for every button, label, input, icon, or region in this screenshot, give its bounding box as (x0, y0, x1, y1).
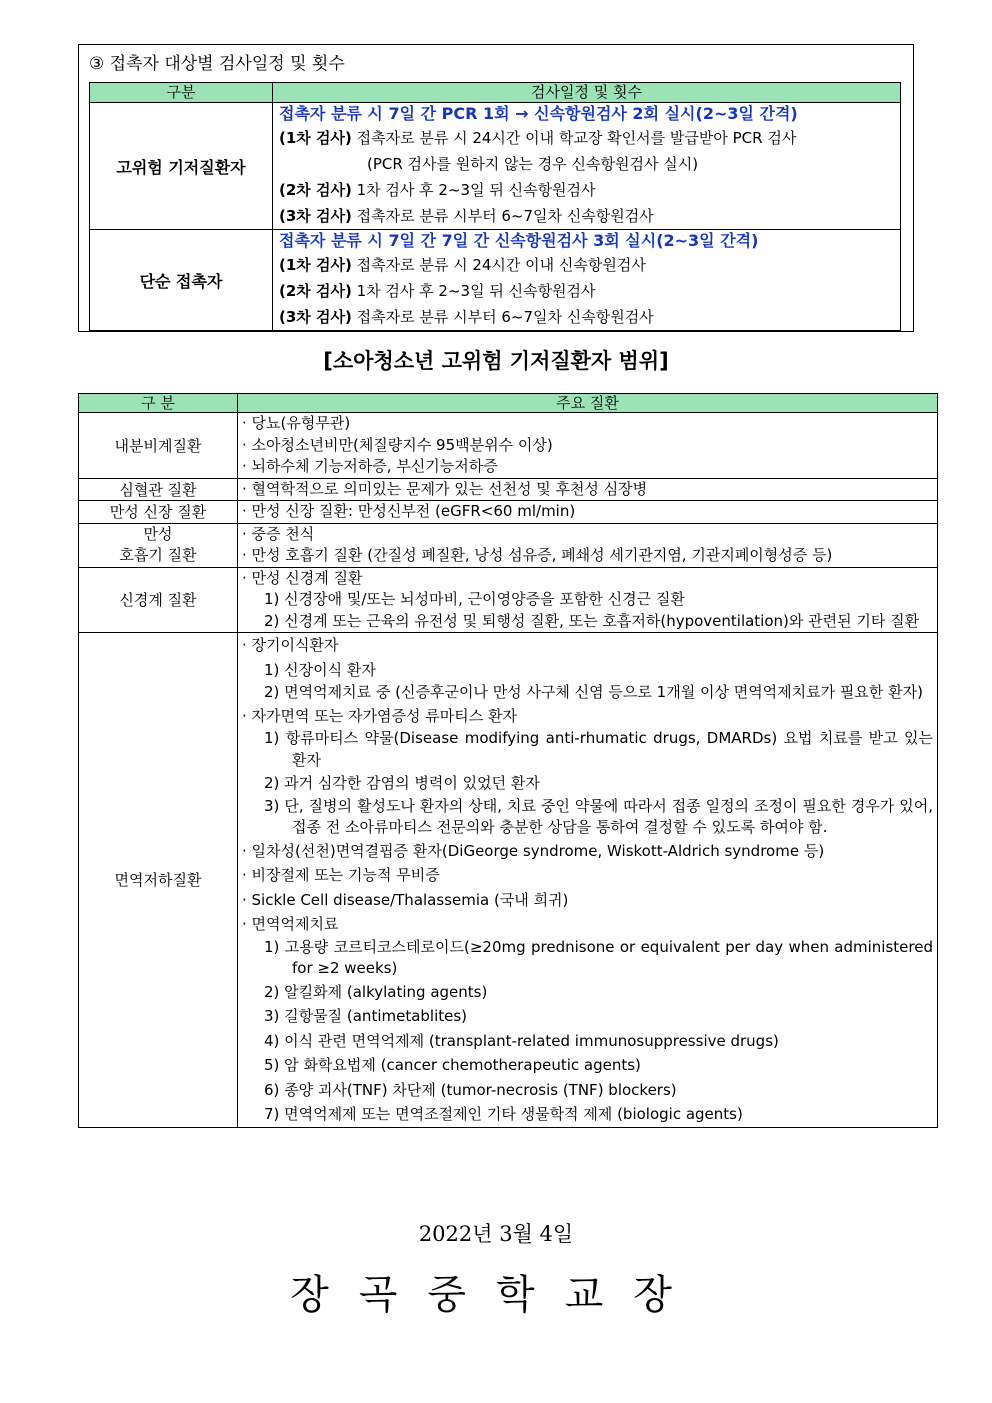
list-item: 2) 과거 심각한 감염의 병력이 있었던 환자 (264, 774, 540, 792)
header-schedule: 검사일정 및 횟수 (273, 83, 901, 103)
list-item: 1) 고용량 코르티코스테로이드(≥20mg prednisone or equivalent per day when administered for ≥2 weeks) (264, 937, 933, 977)
list-item: 1) 신경장애 및/또는 뇌성마비, 근이영양증을 포함한 신경근 질환 (264, 590, 685, 608)
list-item: · 자가면역 또는 자가염증성 류마티스 환자 (242, 706, 517, 725)
row-diseases (238, 523, 938, 567)
table-row (79, 633, 938, 1128)
list-item: 5) 암 화학요법제 (cancer chemotherapeutic agents) (264, 1056, 641, 1074)
row-diseases (238, 633, 938, 1128)
list-item: · Sickle Cell disease/Thalassemia (국내 희귀) (242, 890, 569, 909)
list-item: · 중증 천식 (242, 524, 315, 543)
schedule-step: (2차 검사) 1차 검사 후 2~3일 뒤 신속항원검사 (279, 181, 596, 199)
row-schedule (273, 230, 901, 331)
schedule-step: (3차 검사) 접촉자로 분류 시부터 6~7일차 신속항원검사 (279, 308, 654, 326)
list-item: · 당뇨(유형무관) (242, 414, 351, 432)
schedule-step: (1차 검사) 접촉자로 분류 시 24시간 이내 신속항원검사 (279, 256, 646, 274)
schedule-summary: 접촉자 분류 시 7일 간 7일 간 신속항원검사 3회 실시(2~3일 간격) (279, 231, 759, 250)
list-item: 2) 면역억제치료 중 (신증후군이나 만성 사구체 신염 등으로 1개월 이상 면역억제치료가 필요한 환자) (264, 683, 923, 701)
table-row (79, 523, 938, 567)
table-row (79, 413, 938, 479)
schedule-step: (2차 검사) 1차 검사 후 2~3일 뒤 신속항원검사 (279, 282, 596, 300)
header-category: 구 분 (79, 394, 238, 413)
row-diseases (238, 501, 938, 524)
row-category: 만성 신장 질환 (79, 501, 238, 524)
schedule-step: (PCR 검사를 원하지 않는 경우 신속항원검사 실시) (367, 155, 699, 173)
header-category: 구분 (90, 83, 273, 103)
row-category: 심혈관 질환 (79, 478, 238, 501)
contact-test-schedule-box (78, 44, 914, 332)
row-diseases (238, 478, 938, 501)
schedule-step: (1차 검사) 접촉자로 분류 시 24시간 이내 학교장 확인서를 발급받아 PCR 검사 (279, 129, 797, 147)
list-item: · 비장절제 또는 기능적 무비증 (242, 866, 440, 884)
document-date: 2022년 3월 4일 (418, 1222, 574, 1246)
row-category: 고위험 기저질환자 (90, 103, 273, 230)
list-item: · 소아청소년비만(체질량지수 95백분위수 이상) (242, 435, 553, 454)
section-title: ③ 접촉자 대상별 검사일정 및 횟수 (89, 54, 345, 74)
schedule-summary: 접촉자 분류 시 7일 간 PCR 1회 → 신속항원검사 2회 실시(2~3일 간격) (279, 104, 798, 123)
high-risk-conditions-table (78, 393, 938, 1128)
list-item: · 만성 호흡기 질환 (간질성 폐질환, 낭성 섬유증, 폐쇄성 세기관지염, 기관지폐이형성증 등) (242, 546, 833, 564)
list-item: 3) 단, 질병의 활성도나 환자의 상태, 치료 중인 약물에 따라서 접종 일정의 조정이 필요한 경우가 있어, 접종 전 소아류마티스 전문의와 충분한 상담을 통하여 결정할 수 있도록 하여야 함. (264, 796, 933, 836)
table-row (79, 501, 938, 524)
row-category: 면역저하질환 (79, 633, 238, 1128)
list-item: 1) 항류마티스 약물(Disease modifying anti-rhumatic drugs, DMARDs) 요법 치료를 받고 있는 환자 (264, 729, 933, 769)
list-item: 4) 이식 관련 면역억제제 (transplant-related immunosuppressive drugs) (264, 1031, 779, 1050)
list-item: · 일차성(선천)면역결핍증 환자(DiGeorge syndrome, Wiskott-Aldrich syndrome 등) (242, 841, 825, 860)
list-item: 7) 면역억제제 또는 면역조절제인 기타 생물학적 제제 (biologic agents) (264, 1105, 743, 1123)
list-item: · 혈역학적으로 의미있는 문제가 있는 선천성 및 후천성 심장병 (242, 479, 648, 498)
contact-test-table (89, 82, 901, 331)
list-item: · 장기이식환자 (242, 636, 339, 654)
row-category: 신경계 질환 (79, 567, 238, 633)
list-item: 2) 알킬화제 (alkylating agents) (264, 982, 488, 1001)
table-row (79, 478, 938, 501)
list-item: 3) 길항물질 (antimetablites) (264, 1007, 468, 1025)
row-diseases (238, 413, 938, 479)
table-row (79, 567, 938, 633)
list-item: 1) 신장이식 환자 (264, 660, 376, 679)
row-category: 내분비계질환 (79, 413, 238, 479)
list-item: 2) 신경계 또는 근육의 유전성 및 퇴행성 질환, 또는 호흡저하(hypoventilation)와 관련된 기타 질환 (264, 611, 920, 630)
table-row (90, 230, 901, 331)
section-heading: [소아청소년 고위험 기저질환자 범위] (323, 349, 669, 373)
list-item: · 뇌하수체 기능저하증, 부신기능저하증 (242, 457, 498, 475)
header-diseases: 주요 질환 (238, 394, 938, 413)
list-item: · 면역억제치료 (242, 915, 339, 933)
row-category: 단순 접촉자 (90, 230, 273, 331)
list-item: 6) 종양 괴사(TNF) 차단제 (tumor-necrosis (TNF) blockers) (264, 1080, 677, 1099)
row-category: 만성 호흡기 질환 (79, 523, 238, 567)
row-diseases (238, 567, 938, 633)
schedule-step: (3차 검사) 접촉자로 분류 시부터 6~7일차 신속항원검사 (279, 207, 654, 225)
list-item: · 만성 신경계 질환 (242, 568, 363, 587)
school-principal-signature: 장곡중학교장 (290, 1272, 702, 1318)
list-item: · 만성 신장 질환: 만성신부전 (eGFR<60 ml/min) (242, 502, 576, 520)
row-schedule (273, 103, 901, 230)
table-row (90, 103, 901, 230)
